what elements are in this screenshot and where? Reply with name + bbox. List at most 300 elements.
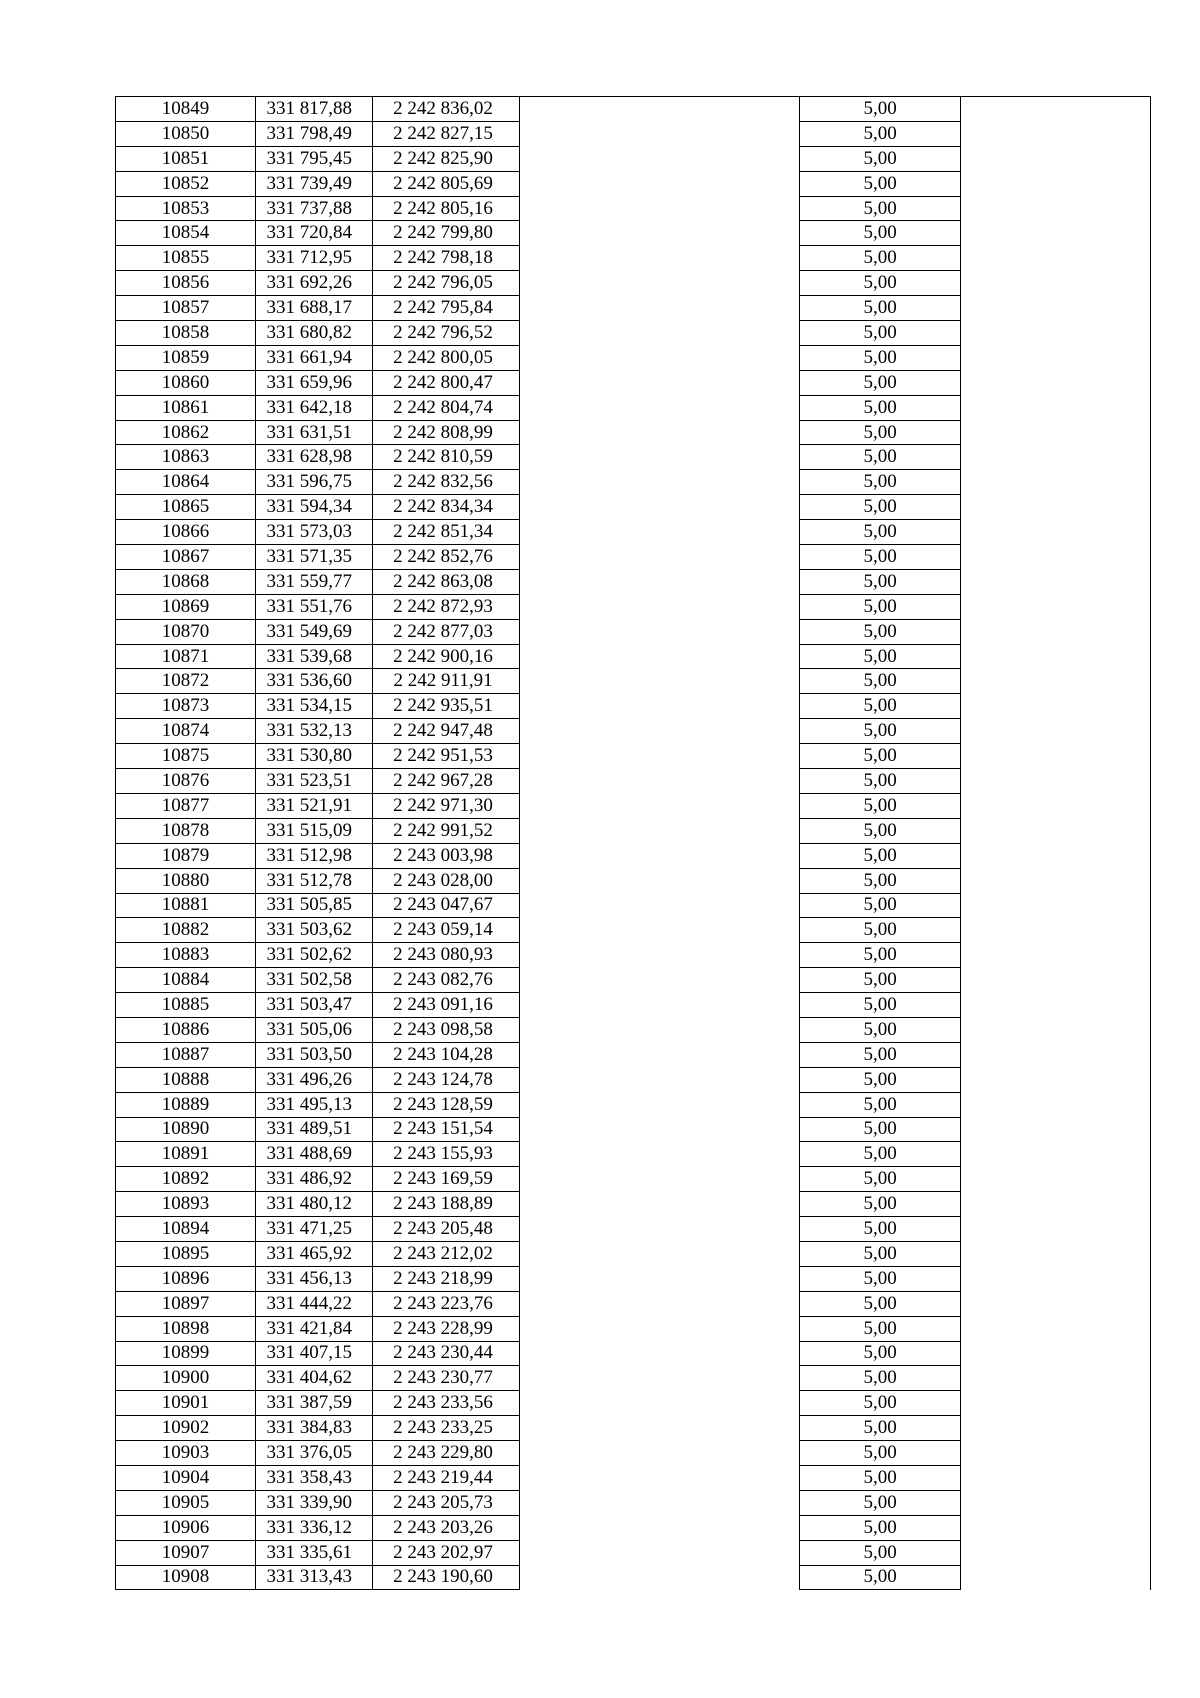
note-cell bbox=[961, 520, 1151, 545]
value-cell: 5,00 bbox=[799, 246, 961, 271]
y-coordinate-cell: 2 242 834,34 bbox=[373, 495, 519, 520]
value-cell: 5,00 bbox=[799, 345, 961, 370]
x-coordinate-cell: 331 407,15 bbox=[256, 1341, 373, 1366]
value-cell: 5,00 bbox=[799, 769, 961, 794]
y-coordinate-cell: 2 242 951,53 bbox=[373, 744, 519, 769]
note-cell bbox=[961, 1067, 1151, 1092]
x-coordinate-cell: 331 631,51 bbox=[256, 420, 373, 445]
x-coordinate-cell: 331 739,49 bbox=[256, 171, 373, 196]
x-coordinate-cell: 331 817,88 bbox=[256, 97, 373, 122]
note-cell bbox=[961, 1042, 1151, 1067]
table-row bbox=[116, 1490, 1151, 1515]
y-coordinate-cell: 2 243 229,80 bbox=[373, 1441, 519, 1466]
y-coordinate-cell: 2 242 805,16 bbox=[373, 196, 519, 221]
empty-cell bbox=[519, 495, 799, 520]
table-row bbox=[116, 1092, 1151, 1117]
table-row bbox=[116, 146, 1151, 171]
y-coordinate-cell: 2 242 808,99 bbox=[373, 420, 519, 445]
y-coordinate-cell: 2 242 991,52 bbox=[373, 818, 519, 843]
value-cell: 5,00 bbox=[799, 1366, 961, 1391]
point-number-cell: 10895 bbox=[116, 1241, 256, 1266]
empty-cell bbox=[519, 569, 799, 594]
note-cell bbox=[961, 296, 1151, 321]
table-row bbox=[116, 1117, 1151, 1142]
value-cell: 5,00 bbox=[799, 1416, 961, 1441]
x-coordinate-cell: 331 335,61 bbox=[256, 1540, 373, 1565]
point-number-cell: 10849 bbox=[116, 97, 256, 122]
empty-cell bbox=[519, 843, 799, 868]
table-row bbox=[116, 769, 1151, 794]
value-cell: 5,00 bbox=[799, 1540, 961, 1565]
empty-cell bbox=[519, 993, 799, 1018]
point-number-cell: 10863 bbox=[116, 445, 256, 470]
empty-cell bbox=[519, 1042, 799, 1067]
empty-cell bbox=[519, 1490, 799, 1515]
table-row bbox=[116, 1291, 1151, 1316]
empty-cell bbox=[519, 1316, 799, 1341]
note-cell bbox=[961, 1017, 1151, 1042]
value-cell: 5,00 bbox=[799, 843, 961, 868]
empty-cell bbox=[519, 1540, 799, 1565]
empty-cell bbox=[519, 296, 799, 321]
x-coordinate-cell: 331 495,13 bbox=[256, 1092, 373, 1117]
table-row bbox=[116, 1540, 1151, 1565]
value-cell: 5,00 bbox=[799, 818, 961, 843]
empty-cell bbox=[519, 1067, 799, 1092]
value-cell: 5,00 bbox=[799, 918, 961, 943]
note-cell bbox=[961, 545, 1151, 570]
point-number-cell: 10870 bbox=[116, 619, 256, 644]
note-cell bbox=[961, 1441, 1151, 1466]
note-cell bbox=[961, 569, 1151, 594]
y-coordinate-cell: 2 242 872,93 bbox=[373, 594, 519, 619]
table-row bbox=[116, 993, 1151, 1018]
empty-cell bbox=[519, 793, 799, 818]
note-cell bbox=[961, 1515, 1151, 1540]
x-coordinate-cell: 331 536,60 bbox=[256, 669, 373, 694]
y-coordinate-cell: 2 242 851,34 bbox=[373, 520, 519, 545]
x-coordinate-cell: 331 503,62 bbox=[256, 918, 373, 943]
y-coordinate-cell: 2 243 230,44 bbox=[373, 1341, 519, 1366]
empty-cell bbox=[519, 694, 799, 719]
y-coordinate-cell: 2 243 047,67 bbox=[373, 893, 519, 918]
note-cell bbox=[961, 793, 1151, 818]
value-cell: 5,00 bbox=[799, 1167, 961, 1192]
note-cell bbox=[961, 1341, 1151, 1366]
point-number-cell: 10861 bbox=[116, 395, 256, 420]
y-coordinate-cell: 2 243 104,28 bbox=[373, 1042, 519, 1067]
point-number-cell: 10864 bbox=[116, 470, 256, 495]
y-coordinate-cell: 2 242 911,91 bbox=[373, 669, 519, 694]
note-cell bbox=[961, 271, 1151, 296]
point-number-cell: 10903 bbox=[116, 1441, 256, 1466]
value-cell: 5,00 bbox=[799, 1241, 961, 1266]
y-coordinate-cell: 2 243 202,97 bbox=[373, 1540, 519, 1565]
point-number-cell: 10878 bbox=[116, 818, 256, 843]
note-cell bbox=[961, 943, 1151, 968]
table-row bbox=[116, 694, 1151, 719]
value-cell: 5,00 bbox=[799, 594, 961, 619]
y-coordinate-cell: 2 242 825,90 bbox=[373, 146, 519, 171]
note-cell bbox=[961, 420, 1151, 445]
point-number-cell: 10866 bbox=[116, 520, 256, 545]
table-row bbox=[116, 395, 1151, 420]
table-row bbox=[116, 1515, 1151, 1540]
value-cell: 5,00 bbox=[799, 644, 961, 669]
table-row bbox=[116, 1366, 1151, 1391]
point-number-cell: 10900 bbox=[116, 1366, 256, 1391]
y-coordinate-cell: 2 242 971,30 bbox=[373, 793, 519, 818]
point-number-cell: 10890 bbox=[116, 1117, 256, 1142]
table-row bbox=[116, 1266, 1151, 1291]
table-row bbox=[116, 1167, 1151, 1192]
y-coordinate-cell: 2 243 233,25 bbox=[373, 1416, 519, 1441]
point-number-cell: 10858 bbox=[116, 321, 256, 346]
y-coordinate-cell: 2 243 212,02 bbox=[373, 1241, 519, 1266]
table-row bbox=[116, 1565, 1151, 1590]
table-row bbox=[116, 545, 1151, 570]
note-cell bbox=[961, 1465, 1151, 1490]
point-number-cell: 10876 bbox=[116, 769, 256, 794]
table-row bbox=[116, 868, 1151, 893]
empty-cell bbox=[519, 1565, 799, 1590]
empty-cell bbox=[519, 943, 799, 968]
value-cell: 5,00 bbox=[799, 719, 961, 744]
y-coordinate-cell: 2 242 796,52 bbox=[373, 321, 519, 346]
x-coordinate-cell: 331 594,34 bbox=[256, 495, 373, 520]
x-coordinate-cell: 331 712,95 bbox=[256, 246, 373, 271]
empty-cell bbox=[519, 769, 799, 794]
note-cell bbox=[961, 321, 1151, 346]
empty-cell bbox=[519, 221, 799, 246]
value-cell: 5,00 bbox=[799, 1142, 961, 1167]
table-row bbox=[116, 196, 1151, 221]
x-coordinate-cell: 331 358,43 bbox=[256, 1465, 373, 1490]
empty-cell bbox=[519, 918, 799, 943]
y-coordinate-cell: 2 243 190,60 bbox=[373, 1565, 519, 1590]
point-number-cell: 10872 bbox=[116, 669, 256, 694]
note-cell bbox=[961, 968, 1151, 993]
point-number-cell: 10856 bbox=[116, 271, 256, 296]
value-cell: 5,00 bbox=[799, 569, 961, 594]
note-cell bbox=[961, 1167, 1151, 1192]
x-coordinate-cell: 331 456,13 bbox=[256, 1266, 373, 1291]
y-coordinate-cell: 2 242 804,74 bbox=[373, 395, 519, 420]
value-cell: 5,00 bbox=[799, 619, 961, 644]
empty-cell bbox=[519, 171, 799, 196]
value-cell: 5,00 bbox=[799, 694, 961, 719]
value-cell: 5,00 bbox=[799, 1042, 961, 1067]
table-row bbox=[116, 719, 1151, 744]
table-row bbox=[116, 296, 1151, 321]
empty-cell bbox=[519, 669, 799, 694]
value-cell: 5,00 bbox=[799, 1441, 961, 1466]
x-coordinate-cell: 331 503,47 bbox=[256, 993, 373, 1018]
note-cell bbox=[961, 1416, 1151, 1441]
value-cell: 5,00 bbox=[799, 196, 961, 221]
x-coordinate-cell: 331 532,13 bbox=[256, 719, 373, 744]
x-coordinate-cell: 331 502,62 bbox=[256, 943, 373, 968]
note-cell bbox=[961, 246, 1151, 271]
point-number-cell: 10898 bbox=[116, 1316, 256, 1341]
y-coordinate-cell: 2 243 028,00 bbox=[373, 868, 519, 893]
point-number-cell: 10850 bbox=[116, 121, 256, 146]
value-cell: 5,00 bbox=[799, 445, 961, 470]
x-coordinate-cell: 331 659,96 bbox=[256, 370, 373, 395]
value-cell: 5,00 bbox=[799, 1117, 961, 1142]
y-coordinate-cell: 2 243 098,58 bbox=[373, 1017, 519, 1042]
table-row bbox=[116, 1241, 1151, 1266]
note-cell bbox=[961, 1540, 1151, 1565]
empty-cell bbox=[519, 246, 799, 271]
y-coordinate-cell: 2 243 223,76 bbox=[373, 1291, 519, 1316]
point-number-cell: 10904 bbox=[116, 1465, 256, 1490]
table-row bbox=[116, 1316, 1151, 1341]
note-cell bbox=[961, 495, 1151, 520]
table-row bbox=[116, 968, 1151, 993]
note-cell bbox=[961, 1117, 1151, 1142]
empty-cell bbox=[519, 1142, 799, 1167]
empty-cell bbox=[519, 1441, 799, 1466]
x-coordinate-cell: 331 512,98 bbox=[256, 843, 373, 868]
table-row bbox=[116, 818, 1151, 843]
x-coordinate-cell: 331 480,12 bbox=[256, 1192, 373, 1217]
note-cell bbox=[961, 719, 1151, 744]
y-coordinate-cell: 2 243 151,54 bbox=[373, 1117, 519, 1142]
empty-cell bbox=[519, 968, 799, 993]
y-coordinate-cell: 2 242 796,05 bbox=[373, 271, 519, 296]
point-number-cell: 10906 bbox=[116, 1515, 256, 1540]
point-number-cell: 10874 bbox=[116, 719, 256, 744]
note-cell bbox=[961, 1565, 1151, 1590]
table-row bbox=[116, 569, 1151, 594]
table-row bbox=[116, 1017, 1151, 1042]
empty-cell bbox=[519, 420, 799, 445]
empty-cell bbox=[519, 1465, 799, 1490]
x-coordinate-cell: 331 339,90 bbox=[256, 1490, 373, 1515]
x-coordinate-cell: 331 798,49 bbox=[256, 121, 373, 146]
x-coordinate-cell: 331 313,43 bbox=[256, 1565, 373, 1590]
empty-cell bbox=[519, 1341, 799, 1366]
note-cell bbox=[961, 644, 1151, 669]
table-row bbox=[116, 1042, 1151, 1067]
note-cell bbox=[961, 993, 1151, 1018]
y-coordinate-cell: 2 243 091,16 bbox=[373, 993, 519, 1018]
empty-cell bbox=[519, 345, 799, 370]
empty-cell bbox=[519, 1217, 799, 1242]
y-coordinate-cell: 2 243 205,73 bbox=[373, 1490, 519, 1515]
y-coordinate-cell: 2 243 205,48 bbox=[373, 1217, 519, 1242]
table-row bbox=[116, 97, 1151, 122]
note-cell bbox=[961, 97, 1151, 122]
table-row bbox=[116, 644, 1151, 669]
x-coordinate-cell: 331 549,69 bbox=[256, 619, 373, 644]
y-coordinate-cell: 2 243 188,89 bbox=[373, 1192, 519, 1217]
y-coordinate-cell: 2 242 836,02 bbox=[373, 97, 519, 122]
y-coordinate-cell: 2 243 003,98 bbox=[373, 843, 519, 868]
y-coordinate-cell: 2 242 810,59 bbox=[373, 445, 519, 470]
empty-cell bbox=[519, 619, 799, 644]
point-number-cell: 10859 bbox=[116, 345, 256, 370]
value-cell: 5,00 bbox=[799, 370, 961, 395]
table-row bbox=[116, 321, 1151, 346]
empty-cell bbox=[519, 196, 799, 221]
point-number-cell: 10885 bbox=[116, 993, 256, 1018]
y-coordinate-cell: 2 242 798,18 bbox=[373, 246, 519, 271]
point-number-cell: 10889 bbox=[116, 1092, 256, 1117]
table-row bbox=[116, 1465, 1151, 1490]
point-number-cell: 10873 bbox=[116, 694, 256, 719]
value-cell: 5,00 bbox=[799, 420, 961, 445]
empty-cell bbox=[519, 1092, 799, 1117]
value-cell: 5,00 bbox=[799, 793, 961, 818]
note-cell bbox=[961, 1316, 1151, 1341]
value-cell: 5,00 bbox=[799, 968, 961, 993]
y-coordinate-cell: 2 243 203,26 bbox=[373, 1515, 519, 1540]
y-coordinate-cell: 2 242 827,15 bbox=[373, 121, 519, 146]
table-row bbox=[116, 370, 1151, 395]
value-cell: 5,00 bbox=[799, 296, 961, 321]
empty-cell bbox=[519, 893, 799, 918]
y-coordinate-cell: 2 242 800,47 bbox=[373, 370, 519, 395]
note-cell bbox=[961, 769, 1151, 794]
table-row bbox=[116, 1192, 1151, 1217]
note-cell bbox=[961, 470, 1151, 495]
y-coordinate-cell: 2 242 863,08 bbox=[373, 569, 519, 594]
note-cell bbox=[961, 619, 1151, 644]
x-coordinate-cell: 331 336,12 bbox=[256, 1515, 373, 1540]
empty-cell bbox=[519, 146, 799, 171]
point-number-cell: 10882 bbox=[116, 918, 256, 943]
table-row bbox=[116, 843, 1151, 868]
empty-cell bbox=[519, 321, 799, 346]
empty-cell bbox=[519, 545, 799, 570]
point-number-cell: 10902 bbox=[116, 1416, 256, 1441]
table-row bbox=[116, 793, 1151, 818]
x-coordinate-cell: 331 661,94 bbox=[256, 345, 373, 370]
value-cell: 5,00 bbox=[799, 993, 961, 1018]
value-cell: 5,00 bbox=[799, 271, 961, 296]
note-cell bbox=[961, 1291, 1151, 1316]
note-cell bbox=[961, 868, 1151, 893]
point-number-cell: 10871 bbox=[116, 644, 256, 669]
point-number-cell: 10853 bbox=[116, 196, 256, 221]
note-cell bbox=[961, 818, 1151, 843]
table-row bbox=[116, 744, 1151, 769]
table-row bbox=[116, 121, 1151, 146]
empty-cell bbox=[519, 644, 799, 669]
x-coordinate-cell: 331 688,17 bbox=[256, 296, 373, 321]
point-number-cell: 10857 bbox=[116, 296, 256, 321]
empty-cell bbox=[519, 1167, 799, 1192]
point-number-cell: 10907 bbox=[116, 1540, 256, 1565]
point-number-cell: 10855 bbox=[116, 246, 256, 271]
x-coordinate-cell: 331 503,50 bbox=[256, 1042, 373, 1067]
empty-cell bbox=[519, 1017, 799, 1042]
table-row bbox=[116, 221, 1151, 246]
note-cell bbox=[961, 1366, 1151, 1391]
empty-cell bbox=[519, 1241, 799, 1266]
point-number-cell: 10883 bbox=[116, 943, 256, 968]
value-cell: 5,00 bbox=[799, 1017, 961, 1042]
y-coordinate-cell: 2 242 800,05 bbox=[373, 345, 519, 370]
value-cell: 5,00 bbox=[799, 868, 961, 893]
value-cell: 5,00 bbox=[799, 121, 961, 146]
value-cell: 5,00 bbox=[799, 1515, 961, 1540]
empty-cell bbox=[519, 520, 799, 545]
value-cell: 5,00 bbox=[799, 1266, 961, 1291]
note-cell bbox=[961, 843, 1151, 868]
x-coordinate-cell: 331 421,84 bbox=[256, 1316, 373, 1341]
table-row bbox=[116, 246, 1151, 271]
empty-cell bbox=[519, 271, 799, 296]
y-coordinate-cell: 2 243 233,56 bbox=[373, 1391, 519, 1416]
y-coordinate-cell: 2 243 124,78 bbox=[373, 1067, 519, 1092]
y-coordinate-cell: 2 242 799,80 bbox=[373, 221, 519, 246]
y-coordinate-cell: 2 242 947,48 bbox=[373, 719, 519, 744]
value-cell: 5,00 bbox=[799, 221, 961, 246]
x-coordinate-cell: 331 692,26 bbox=[256, 271, 373, 296]
x-coordinate-cell: 331 720,84 bbox=[256, 221, 373, 246]
x-coordinate-cell: 331 465,92 bbox=[256, 1241, 373, 1266]
empty-cell bbox=[519, 470, 799, 495]
value-cell: 5,00 bbox=[799, 1465, 961, 1490]
empty-cell bbox=[519, 1291, 799, 1316]
x-coordinate-cell: 331 496,26 bbox=[256, 1067, 373, 1092]
x-coordinate-cell: 331 376,05 bbox=[256, 1441, 373, 1466]
note-cell bbox=[961, 1391, 1151, 1416]
x-coordinate-cell: 331 573,03 bbox=[256, 520, 373, 545]
x-coordinate-cell: 331 530,80 bbox=[256, 744, 373, 769]
x-coordinate-cell: 331 539,68 bbox=[256, 644, 373, 669]
table-row bbox=[116, 470, 1151, 495]
x-coordinate-cell: 331 628,98 bbox=[256, 445, 373, 470]
point-number-cell: 10901 bbox=[116, 1391, 256, 1416]
note-cell bbox=[961, 221, 1151, 246]
y-coordinate-cell: 2 243 082,76 bbox=[373, 968, 519, 993]
point-number-cell: 10893 bbox=[116, 1192, 256, 1217]
y-coordinate-cell: 2 242 967,28 bbox=[373, 769, 519, 794]
table-row bbox=[116, 918, 1151, 943]
x-coordinate-cell: 331 486,92 bbox=[256, 1167, 373, 1192]
x-coordinate-cell: 331 551,76 bbox=[256, 594, 373, 619]
value-cell: 5,00 bbox=[799, 1565, 961, 1590]
empty-cell bbox=[519, 395, 799, 420]
empty-cell bbox=[519, 744, 799, 769]
point-number-cell: 10869 bbox=[116, 594, 256, 619]
point-number-cell: 10899 bbox=[116, 1341, 256, 1366]
x-coordinate-cell: 331 534,15 bbox=[256, 694, 373, 719]
x-coordinate-cell: 331 488,69 bbox=[256, 1142, 373, 1167]
value-cell: 5,00 bbox=[799, 1217, 961, 1242]
y-coordinate-cell: 2 242 795,84 bbox=[373, 296, 519, 321]
y-coordinate-cell: 2 242 852,76 bbox=[373, 545, 519, 570]
note-cell bbox=[961, 1092, 1151, 1117]
x-coordinate-cell: 331 571,35 bbox=[256, 545, 373, 570]
y-coordinate-cell: 2 243 080,93 bbox=[373, 943, 519, 968]
value-cell: 5,00 bbox=[799, 893, 961, 918]
point-number-cell: 10896 bbox=[116, 1266, 256, 1291]
value-cell: 5,00 bbox=[799, 1067, 961, 1092]
x-coordinate-cell: 331 596,75 bbox=[256, 470, 373, 495]
value-cell: 5,00 bbox=[799, 470, 961, 495]
table-row bbox=[116, 1142, 1151, 1167]
note-cell bbox=[961, 445, 1151, 470]
value-cell: 5,00 bbox=[799, 1316, 961, 1341]
y-coordinate-cell: 2 242 805,69 bbox=[373, 171, 519, 196]
table-row bbox=[116, 594, 1151, 619]
coordinates-table bbox=[115, 96, 1151, 1590]
